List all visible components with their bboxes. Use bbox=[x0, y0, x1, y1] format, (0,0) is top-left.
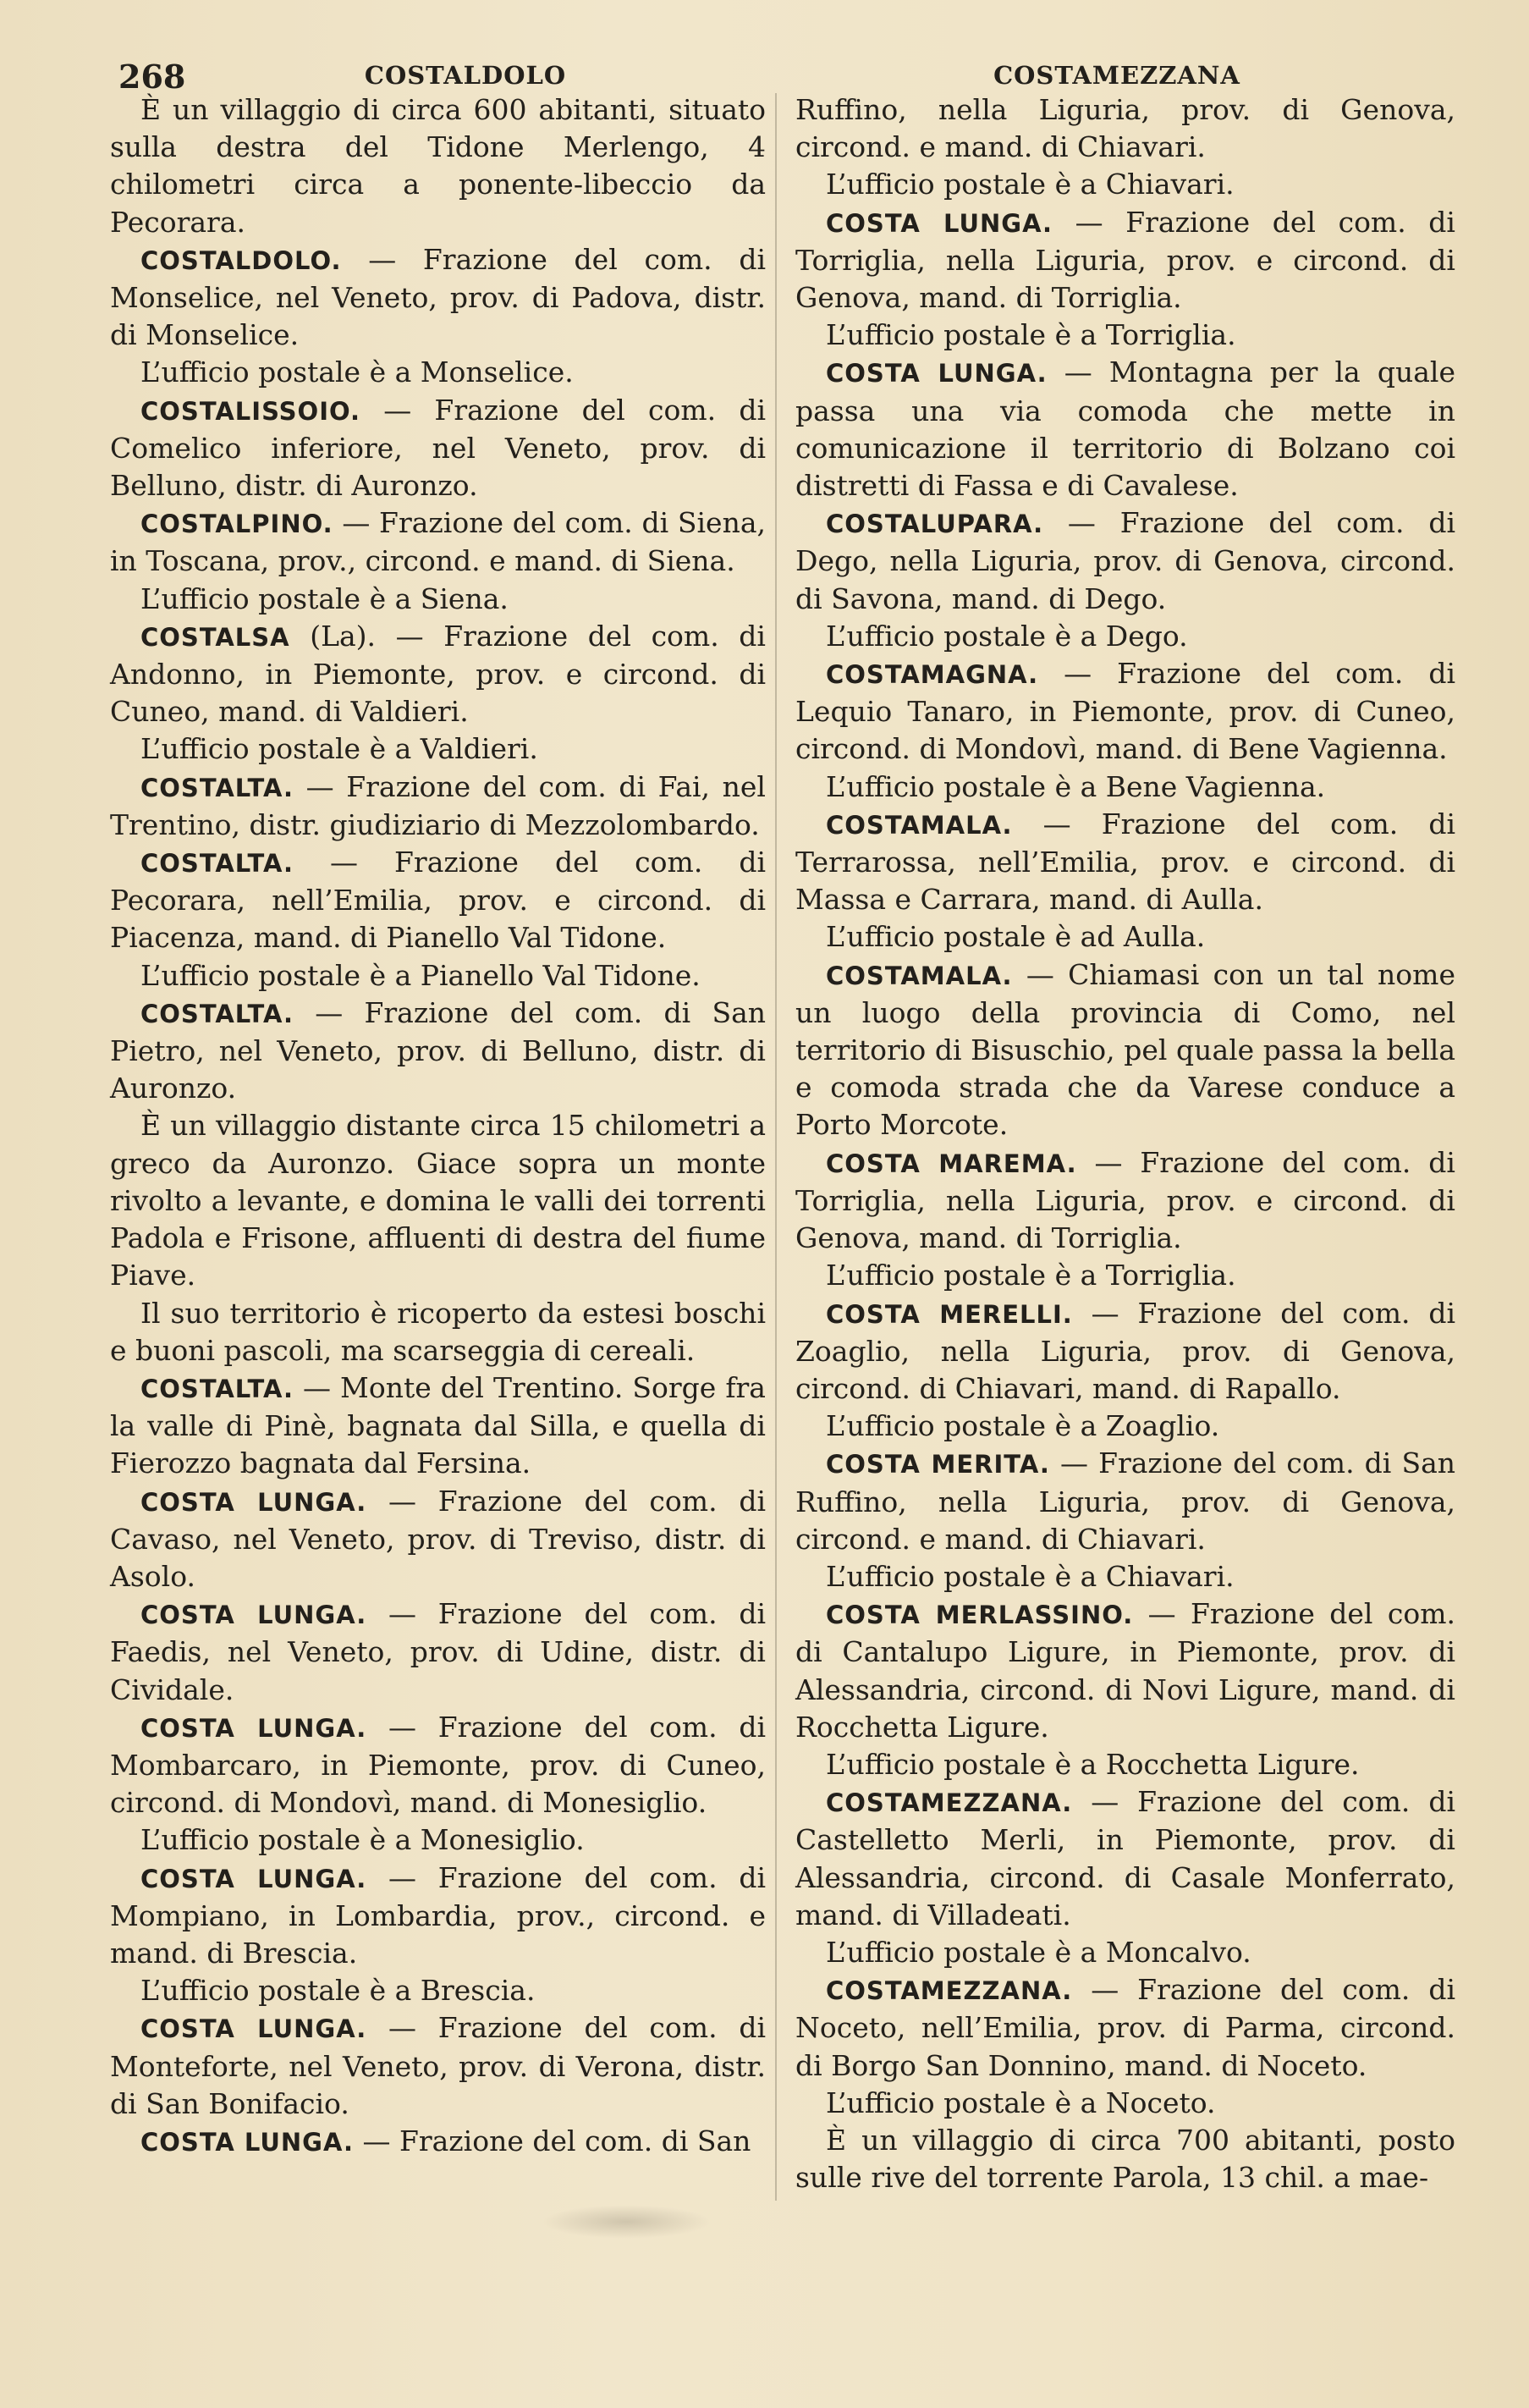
page-smudge bbox=[542, 2205, 711, 2239]
entry-paragraph bbox=[795, 1971, 1455, 2085]
entry-headword: COSTALUPARA. bbox=[826, 510, 1044, 539]
text-paragraph bbox=[110, 91, 766, 241]
entry-text: L’ufficio postale è a Rocchetta Ligure. bbox=[826, 1747, 1360, 1781]
entry-text: L’ufficio postale è a Zoaglio. bbox=[826, 1409, 1220, 1443]
text-paragraph bbox=[795, 1558, 1455, 1595]
entry-headword: COSTALTA. bbox=[140, 773, 294, 802]
entry-text: — Frazione del com. di San bbox=[353, 2124, 751, 2157]
entry-paragraph bbox=[110, 995, 766, 1108]
text-paragraph bbox=[795, 91, 1455, 166]
entry-headword: COSTALPINO. bbox=[140, 510, 333, 539]
entry-text: Il suo territorio è ricoperto da estesi boschi e buoni pascoli, ma scarseggia di cereali. bbox=[110, 1296, 766, 1367]
entry-paragraph bbox=[110, 504, 766, 580]
entry-headword: COSTALDOLO. bbox=[140, 245, 342, 275]
text-paragraph bbox=[110, 354, 766, 391]
entry-paragraph bbox=[110, 1860, 766, 1973]
entry-text: — Frazione del com. di Lequio Tanaro, in Piemonte, prov. di Cuneo, circond. di Mondovì, mand. di Bene Vagienna. bbox=[795, 657, 1455, 766]
entry-text: — Frazione del com. di Castelletto Merli, in Piemonte, prov. di Alessandria, circond. di Casale Monferrato, mand. di Villadeati. bbox=[795, 1785, 1455, 1931]
text-paragraph bbox=[110, 1107, 766, 1294]
text-paragraph bbox=[110, 581, 766, 618]
entry-text: — Montagna per la quale passa una via comoda che mette in comunicazione il territorio di Bolzano coi distretti di Fassa e di Cavalese. bbox=[795, 355, 1455, 503]
text-paragraph bbox=[110, 730, 766, 768]
entry-text: — Frazione del com. di Monteforte, nel Veneto, prov. di Verona, distr. di San Bonifacio. bbox=[110, 2011, 766, 2120]
entry-text: — Frazione del com. di San Pietro, nel Veneto, prov. di Belluno, distr. di Auronzo. bbox=[110, 995, 766, 1105]
entry-text: — Frazione del com. di Torriglia, nella Liguria, prov. e circond. di Genova, mand. di Torriglia. bbox=[795, 205, 1455, 315]
entry-text: L’ufficio postale è a Chiavari. bbox=[826, 1559, 1235, 1593]
column-gutter bbox=[775, 93, 777, 2201]
entry-text: — Frazione del com. di Noceto, nell’Emilia, prov. di Parma, circond. di Borgo San Donnino, mand. di Noceto. bbox=[795, 1973, 1455, 2082]
entry-text: L’ufficio postale è ad Aulla. bbox=[826, 920, 1206, 954]
entry-text: — Frazione del com. di Cavaso, nel Veneto, prov. di Treviso, distr. di Asolo. bbox=[110, 1484, 766, 1593]
entry-paragraph bbox=[795, 1144, 1455, 1258]
entry-text: Ruffino, nella Liguria, prov. di Genova, circond. e mand. di Chiavari. bbox=[795, 93, 1455, 164]
entry-headword: COSTAMALA. bbox=[826, 810, 1013, 840]
entry-paragraph bbox=[110, 1595, 766, 1709]
entry-text: L’ufficio postale è a Noceto. bbox=[826, 2086, 1216, 2119]
page-number: 268 bbox=[118, 58, 186, 96]
text-paragraph bbox=[795, 166, 1455, 203]
text-paragraph bbox=[795, 618, 1455, 655]
text-paragraph bbox=[110, 1821, 766, 1859]
entry-paragraph bbox=[795, 204, 1455, 317]
entry-text: L’ufficio postale è a Torriglia. bbox=[826, 318, 1236, 352]
entry-text: — Frazione del com. di Cantalupo Ligure, in Piemonte, prov. di Alessandria, circond. di Novi Ligure, mand. di Rocchetta Ligure. bbox=[795, 1597, 1455, 1744]
entry-text: — Frazione del com. di Terrarossa, nell’Emilia, prov. e circond. di Massa e Carrara, mand. di Aulla. bbox=[795, 807, 1455, 917]
entry-paragraph bbox=[110, 844, 766, 957]
entry-paragraph bbox=[795, 806, 1455, 919]
entry-text: L’ufficio postale è a Pianello Val Tidone. bbox=[140, 958, 701, 992]
entry-paragraph bbox=[110, 1483, 766, 1596]
entry-paragraph bbox=[110, 392, 766, 505]
entry-headword: COSTA MERELLI. bbox=[826, 1299, 1073, 1329]
entry-paragraph bbox=[110, 1709, 766, 1822]
entry-text: È un villaggio di circa 700 abitanti, posto sulle rive del torrente Parola, 13 chil. a mae- bbox=[795, 2123, 1455, 2195]
entry-paragraph bbox=[795, 504, 1455, 618]
text-paragraph bbox=[795, 1934, 1455, 1971]
entry-text: — Chiamasi con un tal nome un luogo della provincia di Como, nel territorio di Bisuschio, pel quale passa la bella e comoda strada che da Varese conduce a Porto Morcote. bbox=[795, 957, 1455, 1142]
entry-text: — Frazione del com. di Pecorara, nell’Emilia, prov. e circond. di Piacenza, mand. di Pianello Val Tidone. bbox=[110, 846, 766, 955]
entry-headword: COSTALTA. bbox=[140, 849, 294, 879]
entry-headword: COSTAMEZZANA. bbox=[826, 1788, 1073, 1818]
entry-headword: COSTA LUNGA. bbox=[826, 208, 1053, 238]
text-paragraph bbox=[795, 1257, 1455, 1294]
entry-text: L’ufficio postale è a Brescia. bbox=[140, 1974, 536, 2008]
entry-text: L’ufficio postale è a Siena. bbox=[140, 581, 509, 615]
entry-text: — Frazione del com. di Fai, nel Trentino, distr. giudiziario di Mezzolombardo. bbox=[110, 769, 766, 841]
text-paragraph bbox=[795, 769, 1455, 806]
entry-text: L’ufficio postale è a Dego. bbox=[826, 619, 1188, 653]
entry-paragraph bbox=[110, 2009, 766, 2123]
entry-paragraph bbox=[795, 956, 1455, 1144]
entry-headword: COSTA LUNGA. bbox=[140, 1601, 367, 1630]
entry-text: — Frazione del com. di San Ruffino, nella Liguria, prov. di Genova, circond. e mand. di Chiavari. bbox=[795, 1446, 1455, 1556]
entry-text: — Frazione del com. di Faedis, nel Veneto, prov. di Udine, distr. di Cividale. bbox=[110, 1597, 766, 1706]
text-paragraph bbox=[795, 1408, 1455, 1445]
entry-text: L’ufficio postale è a Chiavari. bbox=[826, 168, 1235, 201]
entry-headword: COSTALTA. bbox=[140, 1374, 294, 1403]
entry-paragraph bbox=[110, 769, 766, 844]
entry-paragraph bbox=[110, 241, 766, 355]
entry-text: L’ufficio postale è a Torriglia. bbox=[826, 1259, 1236, 1292]
entry-paragraph bbox=[795, 1783, 1455, 1934]
entry-text: — Frazione del com. di Monselice, nel Veneto, prov. di Padova, distr. di Monselice. bbox=[110, 242, 766, 352]
entry-text: — Monte del Trentino. Sorge fra la valle di Pinè, bagnata dal Silla, e quella di Fierozzo bagnata dal Fersina. bbox=[110, 1370, 766, 1480]
entry-headword: COSTA MAREMA. bbox=[826, 1149, 1077, 1178]
text-paragraph bbox=[795, 918, 1455, 956]
text-paragraph bbox=[110, 1972, 766, 2009]
text-paragraph bbox=[110, 957, 766, 995]
text-paragraph bbox=[795, 1746, 1455, 1783]
text-paragraph bbox=[795, 2122, 1455, 2196]
entry-paragraph bbox=[110, 1369, 766, 1483]
entry-headword: COSTALISSOIO. bbox=[140, 396, 361, 426]
text-paragraph bbox=[795, 2085, 1455, 2122]
entry-headword: COSTALSA bbox=[140, 622, 290, 652]
entry-paragraph bbox=[110, 618, 766, 731]
entry-paragraph bbox=[795, 1295, 1455, 1408]
entry-text: È un villaggio distante circa 15 chilometri a greco da Auronzo. Giace sopra un monte rivolto a levante, e domina le valli dei torrenti Padola e Frisone, affluenti di destra del fiume Piave. bbox=[110, 1109, 766, 1292]
text-paragraph bbox=[110, 1295, 766, 1369]
entry-headword: COSTAMALA. bbox=[826, 961, 1013, 990]
entry-headword: COSTA MERITA. bbox=[826, 1450, 1050, 1480]
left-column bbox=[110, 91, 766, 2161]
entry-headword: COSTA LUNGA. bbox=[140, 2014, 367, 2044]
entry-text: L’ufficio postale è a Monselice. bbox=[140, 355, 574, 389]
entry-text: — Frazione del com. di Mompiano, in Lombardia, prov., circond. e mand. di Brescia. bbox=[110, 1860, 766, 1970]
entry-headword: COSTALTA. bbox=[140, 999, 294, 1028]
entry-text: — Frazione del com. di Mombarcaro, in Piemonte, prov. di Cuneo, circond. di Mondovì, mand. di Monesiglio. bbox=[110, 1710, 766, 1820]
entry-text: È un villaggio di circa 600 abitanti, situato sulla destra del Tidone Merlengo, 4 chilometri circa a ponente-libeccio da Pecorara. bbox=[110, 93, 766, 239]
entry-paragraph bbox=[795, 354, 1455, 504]
entry-paragraph bbox=[795, 655, 1455, 769]
entry-text: L’ufficio postale è a Moncalvo. bbox=[826, 1935, 1251, 1969]
entry-text: — Frazione del com. di Comelico inferiore, nel Veneto, prov. di Belluno, distr. di Auronzo. bbox=[110, 393, 766, 503]
right-column bbox=[795, 91, 1455, 2196]
entry-paragraph bbox=[795, 1595, 1455, 1746]
entry-headword: COSTA LUNGA. bbox=[140, 1713, 367, 1743]
entry-text: (La). — Frazione del com. di Andonno, in Piemonte, prov. e circond. di Cuneo, mand. di Valdieri. bbox=[110, 619, 766, 729]
entry-text: L’ufficio postale è a Valdieri. bbox=[140, 732, 538, 766]
entry-headword: COSTA LUNGA. bbox=[826, 359, 1048, 388]
running-head-right: COSTAMEZZANA bbox=[993, 61, 1240, 90]
entry-headword: COSTA LUNGA. bbox=[140, 2127, 354, 2157]
entry-headword: COSTA LUNGA. bbox=[140, 1487, 367, 1517]
entry-headword: COSTA MERLASSINO. bbox=[826, 1601, 1134, 1630]
entry-text: L’ufficio postale è a Monesiglio. bbox=[140, 1823, 585, 1857]
entry-headword: COSTAMEZZANA. bbox=[826, 1976, 1073, 2006]
text-paragraph bbox=[795, 317, 1455, 354]
entry-text: — Frazione del com. di Siena, in Toscana, prov., circond. e mand. di Siena. bbox=[110, 506, 766, 578]
entry-headword: COSTAMAGNA. bbox=[826, 660, 1039, 690]
entry-paragraph bbox=[795, 1445, 1455, 1558]
entry-text: L’ufficio postale è a Bene Vagienna. bbox=[826, 769, 1326, 803]
running-head-left: COSTALDOLO bbox=[364, 61, 567, 90]
entry-text: — Frazione del com. di Zoaglio, nella Liguria, prov. di Genova, circond. di Chiavari, mand. di Rapallo. bbox=[795, 1296, 1456, 1405]
entry-paragraph bbox=[110, 2123, 766, 2161]
entry-headword: COSTA LUNGA. bbox=[140, 1864, 367, 1893]
entry-text: — Frazione del com. di Dego, nella Liguria, prov. di Genova, circond. di Savona, mand. di Dego. bbox=[795, 506, 1455, 615]
entry-text: — Frazione del com. di Torriglia, nella Liguria, prov. e circond. di Genova, mand. di Torriglia. bbox=[795, 1145, 1455, 1255]
